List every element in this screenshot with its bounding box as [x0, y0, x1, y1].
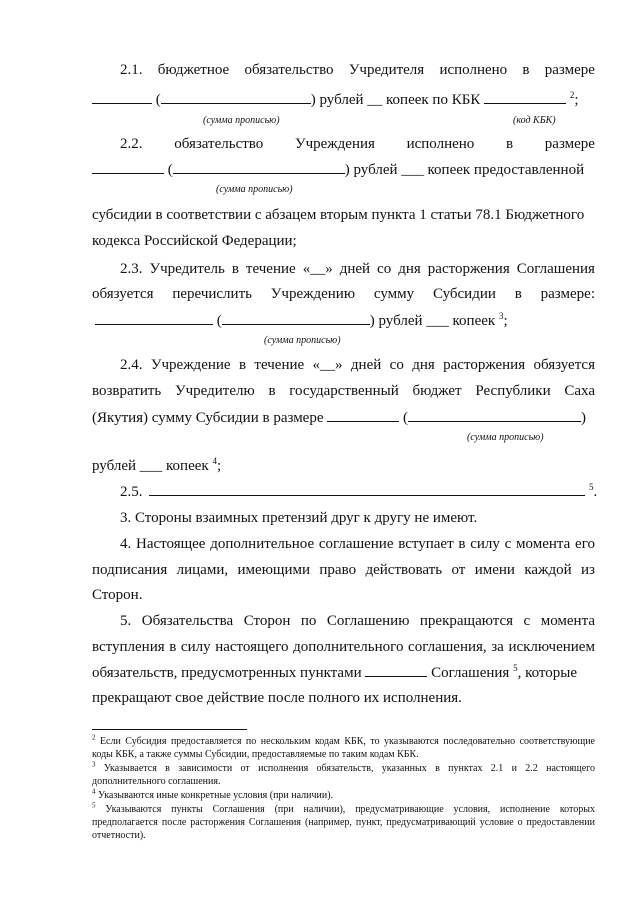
clause-4-line-2: подписания лицами, имеющими право действовать от имени каждой из: [92, 562, 595, 578]
footnote-5: $^5$ Указываются пункты Соглашения (при наличии), предусматривающие условия, исполнение которых предполагается после расторжения Соглашения (например, пункт, предусматривающий условие о предоставлении отчетности).: [92, 801, 596, 841]
caption-amount-words: (сумма прописью): [467, 432, 544, 443]
clause-4-line-3: Сторон.: [92, 587, 143, 603]
footnote-ref: 3: [498, 311, 504, 321]
clause-2-4-line-3: (Якутия) сумму Субсидии в размере ( ): [92, 410, 586, 426]
blank-amount-words-field[interactable]: [222, 311, 370, 325]
blank-agreement-points-field[interactable]: [365, 663, 427, 677]
clause-2-2-line-4: кодекса Российской Федерации;: [92, 233, 297, 249]
blank-amount-words-field[interactable]: [173, 160, 345, 174]
blank-amount-field[interactable]: [92, 160, 164, 174]
clause-2-3-line-3: ( ) рублей ___ копеек $^3$;: [95, 311, 598, 330]
footnote-ref: 2: [569, 90, 575, 100]
clause-2-1-line-2: ( ) рублей __ копеек по КБК $^2$;: [92, 90, 595, 109]
clause-number: 2.1.: [120, 62, 143, 78]
blank-amount-words-field[interactable]: [408, 408, 581, 422]
caption-amount-words: (сумма прописью): [264, 335, 341, 346]
blank-amount-field[interactable]: [95, 311, 213, 325]
clause-2-4-line-4: рублей ___ копеек $^4$;: [92, 456, 222, 474]
clause-2-4-line-1: 2.4. Учреждение в течение «__» дней со дня расторжения обязуется: [120, 357, 595, 373]
caption-amount-words: (сумма прописью): [216, 184, 293, 195]
clause-5-line-1: 5. Обязательства Сторон по Соглашению прекращаются с момента: [120, 613, 595, 629]
blank-amount-field[interactable]: [92, 90, 152, 104]
blank-amount-field[interactable]: [327, 408, 399, 422]
clause-number: 2.2.: [120, 136, 143, 152]
footnote-separator: [92, 729, 247, 730]
footnote-ref: 5: [589, 482, 594, 492]
caption-amount-words: (сумма прописью): [203, 115, 280, 126]
clause-2-2-line-3: субсидии в соответствии с абзацем вторым пункта 1 статьи 78.1 Бюджетного: [92, 207, 585, 223]
blank-amount-words-field[interactable]: [161, 90, 311, 104]
footnote-2: $^2$ Если Субсидия предоставляется по нескольким кодам КБК, то указываются последовательно соответствующие коды КБК, а также суммы Субсидии, предоставляемые по таким кодам КБК.: [92, 733, 595, 760]
clause-3: 3. Стороны взаимных претензий друг к другу не имеют.: [120, 510, 478, 526]
footnote-ref: 5: [513, 663, 518, 673]
clause-2-3-line-2: обязуется перечислить Учреждению сумму Субсидии в размере:: [92, 286, 595, 302]
clause-5-line-3: обязательств, предусмотренных пунктами Соглашения $^5$, которые: [92, 663, 577, 681]
clause-2-3-line-1: 2.3. Учредитель в течение «__» дней со дня расторжения Соглашения: [120, 261, 595, 277]
clause-2-2-line-1: 2.2. обязательство Учреждения исполнено в размере: [120, 136, 595, 152]
footnote-4: $^4$ Указываются иные конкретные условия (при наличии).: [92, 787, 334, 801]
clause-4-line-1: 4. Настоящее дополнительное соглашение вступает в силу с момента его: [120, 536, 595, 552]
clause-5-line-4: прекращают свое действие после полного их исполнения.: [92, 690, 462, 706]
footnote-ref: 4: [212, 456, 217, 466]
clause-2-5: 2.5. $^5$.: [120, 482, 598, 500]
clause-5-line-2: вступления в силу настоящего дополнительного соглашения, за исключением: [92, 639, 595, 655]
clause-2-2-line-2: ( ) рублей ___ копеек предоставленной: [92, 160, 595, 179]
footnote-3: $^3$ Указывается в зависимости от исполнения обязательств, указанных в пунктах 2.1 и 2.2 настоящего дополнительного соглашения.: [92, 760, 595, 787]
blank-kbk-code-field[interactable]: [484, 90, 566, 104]
clause-number: 2.5.: [120, 484, 143, 500]
blank-other-conditions-field[interactable]: [149, 482, 585, 496]
clause-2-4-line-2: возвратить Учредителю в государственный бюджет Республики Саха: [92, 383, 595, 399]
clause-2-1-line-1: 2.1. бюджетное обязательство Учредителя исполнено в размере: [120, 62, 595, 78]
caption-kbk-code: (код КБК): [513, 115, 556, 126]
